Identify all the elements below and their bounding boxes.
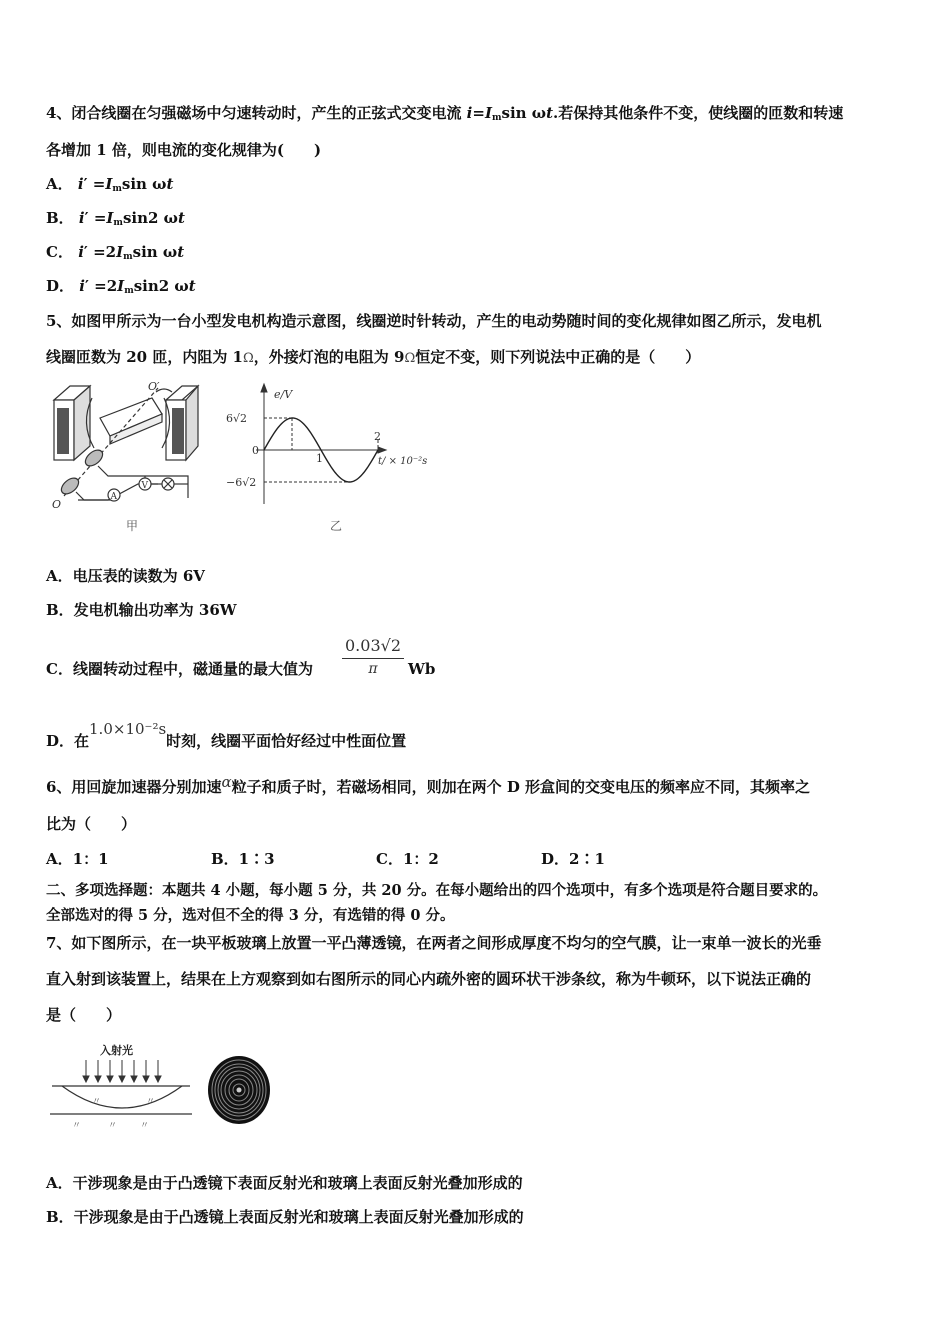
q6-stem-line2: 比为（ ）	[46, 815, 137, 833]
q6-stem-line1	[46, 773, 811, 797]
ammeter-label: A	[110, 492, 117, 502]
q4-stem-line1	[46, 103, 843, 128]
q7-stem-line1: 7、如下图所示，在一块平板玻璃上放置一平凸薄透镜，在两者之间形成厚度不均匀的空气膜，让一束单一波长的光垂	[46, 934, 822, 952]
eq-symbol: I	[484, 104, 492, 122]
svg-text:〃: 〃	[72, 1121, 82, 1131]
svg-text:〃: 〃	[140, 1121, 150, 1131]
ohm-symbol: Ω	[404, 351, 416, 366]
fraction-numerator: 0.03√2	[342, 636, 404, 659]
q5-option-c[interactable]	[46, 659, 313, 679]
eq-symbol: t	[177, 243, 185, 261]
q5-option-a[interactable]: A．电压表的读数为 6V	[46, 567, 205, 585]
eq-symbol: I	[116, 243, 124, 261]
eq-symbol: t	[546, 104, 554, 122]
q5-stem-text: 恒定不变，则下列说法中正确的是（ ）	[415, 348, 701, 366]
flux-fraction	[342, 636, 404, 677]
eq-symbol: ′	[84, 209, 89, 227]
eq-subscript: m	[124, 286, 134, 296]
newton-rings-image	[206, 1052, 272, 1132]
label-o: O	[52, 498, 62, 511]
x-tick-1: 1	[316, 452, 323, 465]
option-label: D．	[46, 277, 75, 295]
svg-text:〃: 〃	[92, 1097, 102, 1107]
section2-heading-line2: 全部选对的得 5 分，选对但不全的得 3 分，有选错的得 0 分。	[46, 907, 455, 924]
q4-stem-line2: 各增加 1 倍，则电流的变化规律为( )	[46, 141, 322, 159]
flux-unit: Wb	[408, 660, 436, 678]
q5-stem-text: ，外接灯泡的电阻为 9	[253, 348, 405, 366]
eq-symbol: I	[106, 209, 114, 227]
q4-option-b[interactable]	[46, 208, 185, 233]
eq-symbol: i	[79, 277, 85, 295]
q4-option-c[interactable]	[46, 242, 184, 267]
eq-symbol: i	[78, 243, 84, 261]
eq-subscript: m	[123, 252, 133, 262]
q5-stem-text: 线圈匝数为 20 匝，内阻为 1	[46, 348, 243, 366]
x-tick-2: 2	[374, 430, 381, 443]
voltmeter-label: V	[141, 481, 148, 491]
eq-symbol: =	[87, 175, 106, 193]
lens-curve	[62, 1086, 182, 1108]
eq-symbol: =	[88, 209, 107, 227]
q6-stem-text: 粒子和质子时，若磁场相同，则加在两个 D 形盒间的交变电压的频率应不同，其频率之	[231, 778, 811, 796]
q4-option-d[interactable]	[46, 276, 196, 301]
eq-symbol: t	[166, 175, 174, 193]
option-text: D．在	[46, 732, 90, 750]
eq-symbol: sin2 ω	[133, 277, 189, 295]
eq-symbol: sin ω	[132, 243, 178, 261]
svg-text:〃: 〃	[146, 1097, 156, 1107]
eq-symbol: 2	[106, 277, 118, 295]
figure-caption-jia: 甲	[126, 519, 139, 533]
eq-symbol: 2	[105, 243, 117, 261]
q6-option-c[interactable]: C．1：2	[376, 850, 439, 868]
y-tick-positive: 6√2	[226, 412, 248, 425]
time-value: 1.0×10⁻²s	[89, 720, 167, 738]
eq-symbol: sin ω	[121, 175, 167, 193]
eq-symbol: =	[87, 243, 106, 261]
option-text: 时刻，线圈平面恰好经过中性面位置	[166, 732, 407, 750]
svg-text:〃: 〃	[108, 1121, 118, 1131]
eq-subscript: m	[491, 113, 502, 123]
eq-symbol: I	[117, 277, 125, 295]
eq-subscript: m	[112, 184, 122, 194]
incident-light-label: 入射光	[100, 1044, 133, 1057]
figure-caption-yi: 乙	[330, 519, 343, 533]
q4-stem-text: 4、闭合线圈在匀强磁场中匀速转动时，产生的正弦式交变电流	[46, 104, 467, 122]
q6-stem-text: 6、用回旋加速器分别加速	[46, 778, 222, 796]
y-tick-negative: −6√2	[226, 476, 257, 489]
eq-symbol: =	[472, 104, 485, 122]
q7-option-b[interactable]: B．干涉现象是由于凸透镜上表面反射光和玻璃上表面反射光叠加形成的	[46, 1208, 524, 1226]
q6-option-b[interactable]: B．1∶3	[211, 850, 275, 868]
eq-symbol: t	[188, 277, 196, 295]
q5-stem-line2	[46, 347, 700, 369]
eq-symbol: t	[177, 209, 185, 227]
lens-diagram	[48, 1040, 198, 1132]
emf-time-graph	[226, 382, 440, 536]
q6-option-d[interactable]: D．2∶1	[541, 850, 605, 868]
q7-stem-line3: 是（ ）	[46, 1006, 122, 1024]
fraction-denominator: π	[368, 661, 378, 677]
eq-subscript: m	[113, 218, 123, 228]
q6-option-a[interactable]: A．1：1	[46, 850, 109, 868]
generator-diagram	[48, 378, 208, 536]
origin-label: 0	[252, 444, 259, 457]
option-text: C．线圈转动过程中，磁通量的最大值为	[46, 660, 313, 678]
x-axis-label: t/ × 10⁻²s	[378, 456, 428, 467]
eq-symbol: i	[78, 209, 85, 227]
q4-stem-text: .若保持其他条件不变，使线圈的匝数和转速	[553, 104, 844, 122]
alpha-symbol: α	[221, 773, 232, 791]
eq-symbol: ′	[84, 277, 89, 295]
q5-option-d[interactable]	[46, 720, 407, 751]
incident-light-arrows-icon	[83, 1060, 161, 1082]
q5-stem-line1: 5、如图甲所示为一台小型发电机构造示意图，线圈逆时针转动，产生的电动势随时间的变化规律如图乙所示，发电机	[46, 312, 822, 330]
q5-option-b[interactable]: B．发电机输出功率为 36W	[46, 601, 237, 619]
y-axis-label: e/V	[274, 388, 293, 401]
option-label: B．	[46, 209, 74, 227]
eq-symbol: ′	[83, 175, 88, 193]
ohm-symbol: Ω	[242, 351, 254, 366]
eq-symbol: i	[77, 175, 84, 193]
eq-symbol: i	[466, 104, 473, 122]
q7-stem-line2: 直入射到该装置上，结果在上方观察到如右图所示的同心内疏外密的圆环状干涉条纹，称为牛顿环，以下说法正确的	[46, 970, 812, 988]
label-o-prime: O′	[148, 380, 160, 393]
eq-symbol: sin ω	[501, 104, 547, 122]
eq-symbol: ′	[83, 243, 88, 261]
eq-symbol: sin2 ω	[122, 209, 178, 227]
q7-option-a[interactable]: A．干涉现象是由于凸透镜下表面反射光和玻璃上表面反射光叠加形成的	[46, 1174, 523, 1192]
eq-symbol: =	[88, 277, 107, 295]
q4-option-a[interactable]	[46, 174, 173, 199]
eq-symbol: I	[105, 175, 113, 193]
option-label: C．	[46, 243, 73, 261]
option-label: A．	[46, 175, 73, 193]
section2-heading-line1: 二、多项选择题：本题共 4 小题，每小题 5 分，共 20 分。在每小题给出的四个选项中，有多个选项是符合题目要求的。	[46, 882, 828, 899]
